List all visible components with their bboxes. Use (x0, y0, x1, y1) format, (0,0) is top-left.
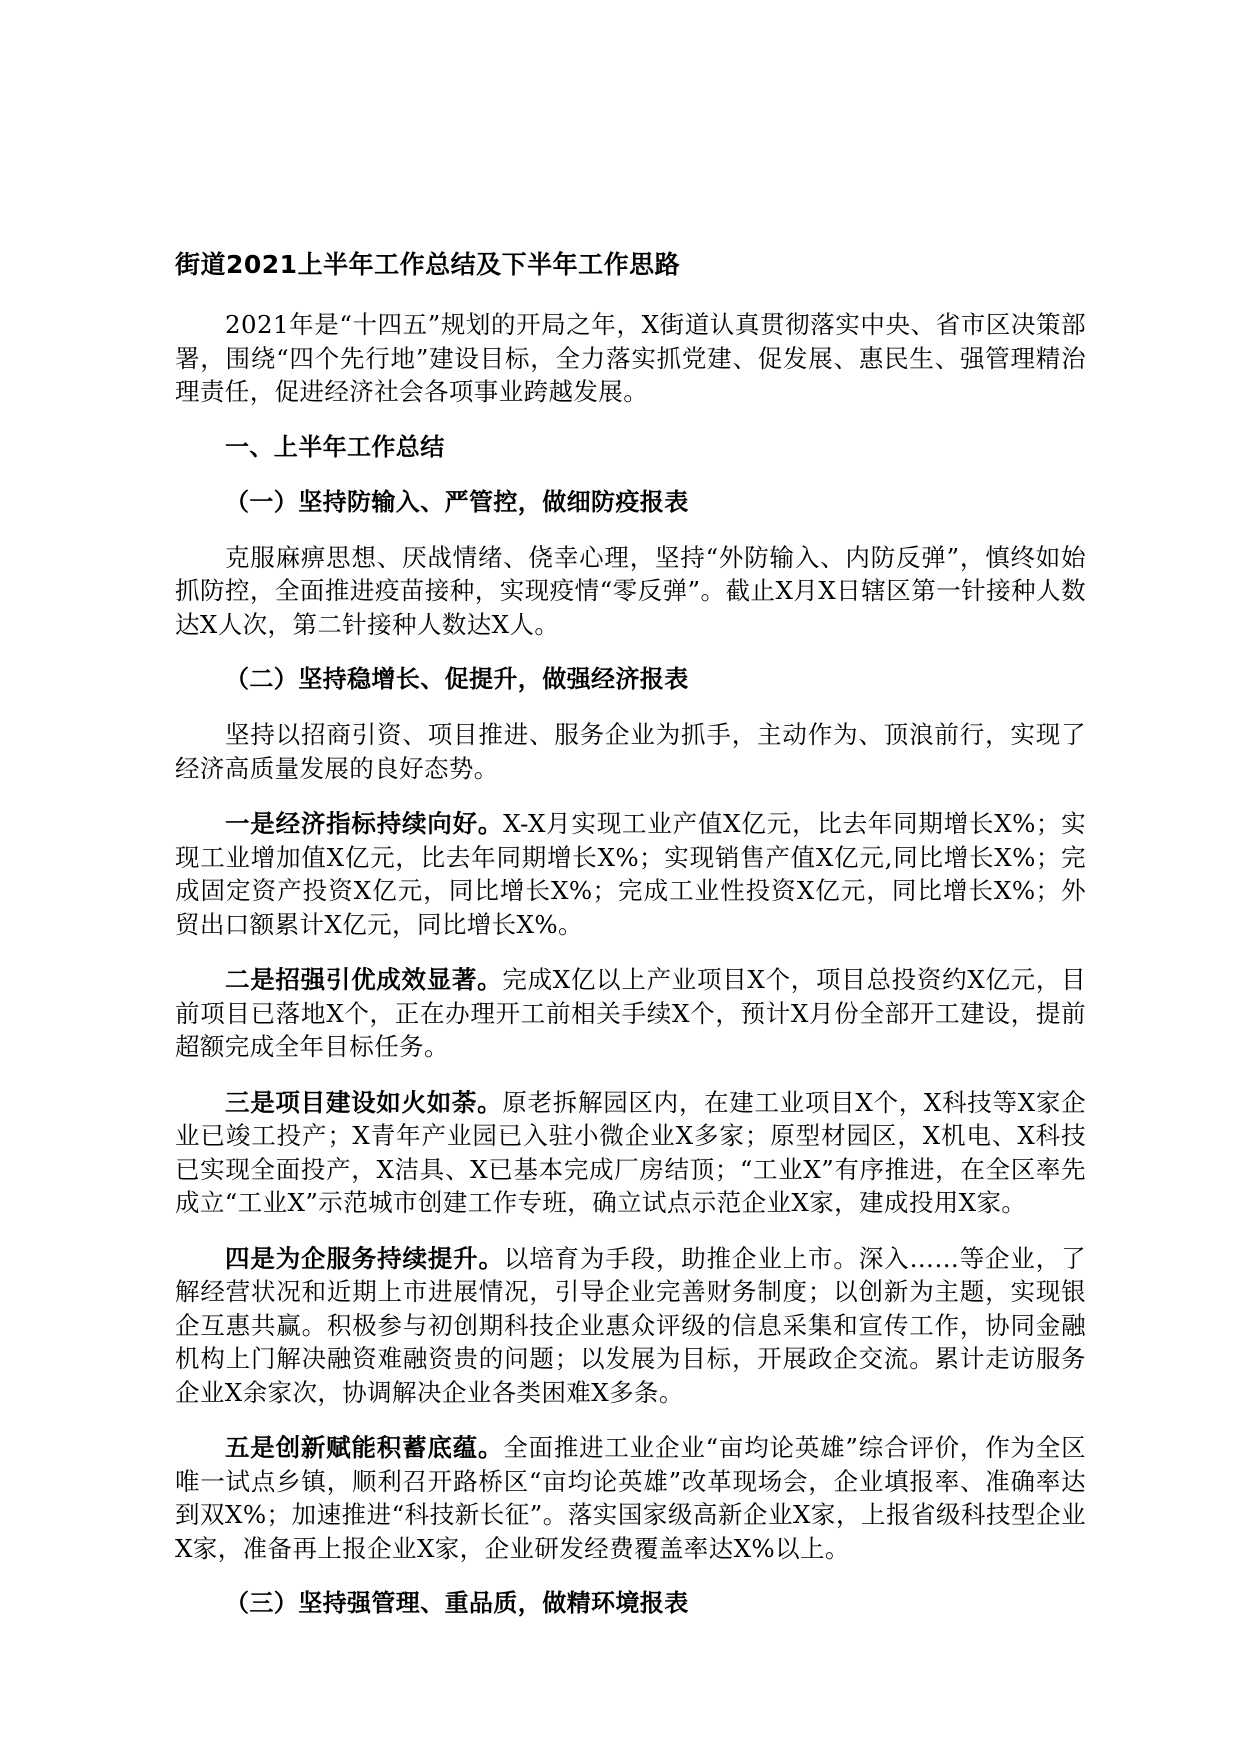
economy-paragraph: 坚持以招商引资、项目推进、服务企业为抓手，主动作为、顶浪前行，实现了经济高质量发展的良好态势。 (175, 720, 1086, 783)
subsection-heading-epidemic: （一）坚持防输入、严管控，做细防疫报表 (225, 487, 689, 516)
document-title: 街道2021上半年工作总结及下半年工作思路 (175, 250, 681, 279)
item-text: 原老拆解园区内，在建工业项目X个，X科技等X家企业已竣工投产；X青年产业园已入驻小微企业X多家；原型材园区，X机电、X科技已实现全面投产，X洁具、X已基本完成厂房结顶；“工业X”有序推进，在全区率先成立“工业X”示范城市创建工作专班，确立试点示范企业X家，建成投用X家。 (175, 1087, 1086, 1217)
item-lead: 五是创新赋能积蓄底蕴。 (225, 1433, 504, 1462)
document-body (175, 248, 1086, 1642)
item-text: 完成X亿以上产业项目X个，项目总投资约X亿元，目前项目已落地X个，正在办理开工前相关手续X个，预计X月份全部开工建设，提前超额完成全年目标任务。 (175, 965, 1086, 1061)
item-lead: 三是项目建设如火如荼。 (225, 1087, 503, 1117)
item-lead: 二是招强引优成效显著。 (225, 965, 503, 994)
item-text: 全面推进工业企业“亩均论英雄”综合评价，作为全区唯一试点乡镇，顺利召开路桥区“亩均论英雄”改革现场会，企业填报率、准确率达到双X%；加速推进“科技新长征”。落实国家级高新企业X家，上报省级科技型企业X家，准备再上报企业X家，企业研发经费覆盖率达X%以上。 (175, 1433, 1086, 1563)
economy-item-indicators (175, 807, 1086, 941)
economy-item-enterprise-service (175, 1242, 1086, 1410)
section-heading-first-half-summary: 一、上半年工作总结 (225, 432, 445, 461)
item-text: X-X月实现工业产值X亿元，比去年同期增长X%；实现工业增加值X亿元，比去年同期增长X%；实现销售产值X亿元,同比增长X%；完成固定资产投资X亿元，同比增长X%；完成工业性投资X亿元，同比增长X%；外贸出口额累计X亿元，同比增长X%。 (175, 809, 1087, 939)
item-lead: 一是经济指标持续向好。 (225, 809, 504, 838)
intro-paragraph: 2021年是“十四五”规划的开局之年，X街道认真贯彻落实中央、省市区决策部署，围绕“四个先行地”建设目标，全力落实抓党建、促发展、惠民生、强管理精治理责任，促进经济社会各项事业跨越发展。 (175, 310, 1086, 406)
economy-item-projects (175, 1086, 1086, 1220)
subsection-heading-economy: （二）坚持稳增长、促提升，做强经济报表 (225, 665, 689, 693)
epidemic-paragraph: 克服麻痹思想、厌战情绪、侥幸心理，坚持“外防输入、内防反弹”，慎终如始抓防控，全面推进疫苗接种，实现疫情“零反弹”。截止X月X日辖区第一针接种人数达X人次，第二针接种人数达X人。 (175, 542, 1086, 639)
subsection-heading-environment: （三）坚持强管理、重品质，做精环境报表 (225, 1589, 689, 1617)
item-lead: 四是为企服务持续提升。 (225, 1243, 504, 1273)
economy-item-innovation (175, 1431, 1086, 1565)
economy-item-investment (175, 963, 1086, 1064)
item-text: 以培育为手段，助推企业上市。深入……等企业，了解经营状况和近期上市进展情况，引导企业完善财务制度；以创新为主题，实现银企互惠共赢。积极参与初创期科技企业惠众评级的信息采集和宣传工作，协同金融机构上门解决融资难融资贵的问题；以发展为目标，开展政企交流。累计走访服务企业X余家次，协调解决企业各类困难X多条。 (175, 1243, 1087, 1407)
